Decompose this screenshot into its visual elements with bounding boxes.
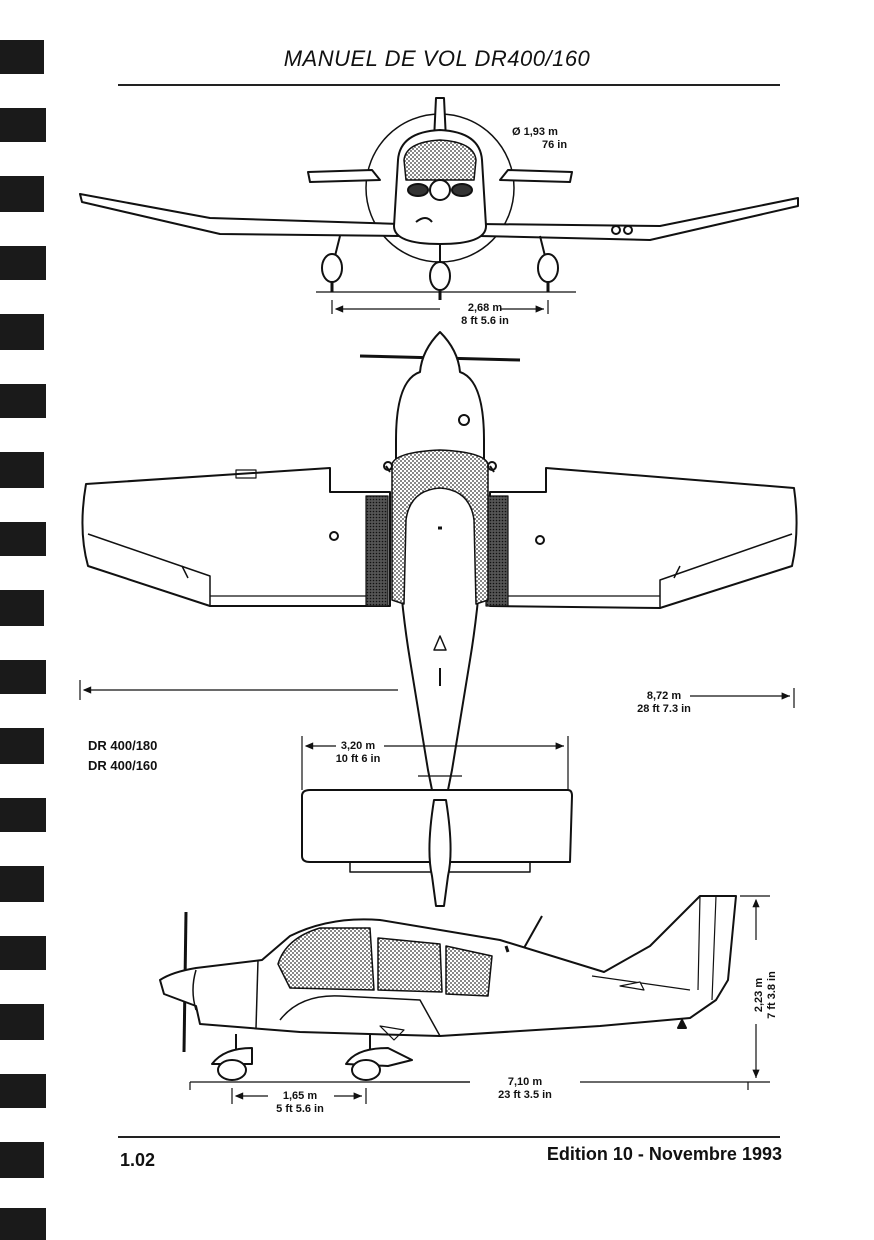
wheelbase-imperial: 5 ft 5.6 in — [276, 1103, 324, 1115]
model-dr400-180: DR 400/180 — [88, 738, 158, 753]
height-metric: 2,23 m — [753, 977, 765, 1013]
span-label — [604, 690, 724, 716]
span-metric: 8,72 m — [646, 690, 682, 702]
length-imperial: 23 ft 3.5 in — [498, 1089, 552, 1101]
propeller-diameter-label — [512, 126, 567, 152]
track-label — [430, 302, 540, 328]
model-list — [88, 736, 157, 776]
page-title: MANUEL DE VOL DR400/160 — [283, 46, 591, 71]
model-dr400-160: DR 400/160 — [88, 758, 158, 773]
tailplane-span-label — [300, 740, 416, 766]
propeller-diameter-imperial: 76 in — [542, 139, 568, 151]
front-view — [80, 98, 798, 314]
track-imperial: 8 ft 5.6 in — [461, 315, 509, 327]
page-number: 1.02 — [120, 1150, 156, 1170]
length-metric: 7,10 m — [470, 1076, 580, 1089]
footer-rule — [118, 1136, 780, 1138]
span-imperial: 28 ft 7.3 in — [637, 703, 691, 715]
height-imperial: 7 ft 3.8 in — [766, 971, 778, 1019]
side-view — [160, 896, 770, 1104]
track-metric: 2,68 m — [467, 302, 503, 314]
wheelbase-label — [248, 1090, 352, 1116]
edition-note: Edition 10 - Novembre 1993 — [546, 1144, 782, 1164]
top-view — [80, 332, 797, 906]
height-label — [753, 935, 779, 1055]
propeller-diameter-metric: Ø 1,93 m — [512, 126, 558, 138]
tailplane-span-metric: 3,20 m — [340, 740, 376, 752]
wheelbase-metric: 1,65 m — [282, 1090, 318, 1102]
length-label — [470, 1076, 580, 1102]
tailplane-span-imperial: 10 ft 6 in — [335, 753, 381, 765]
